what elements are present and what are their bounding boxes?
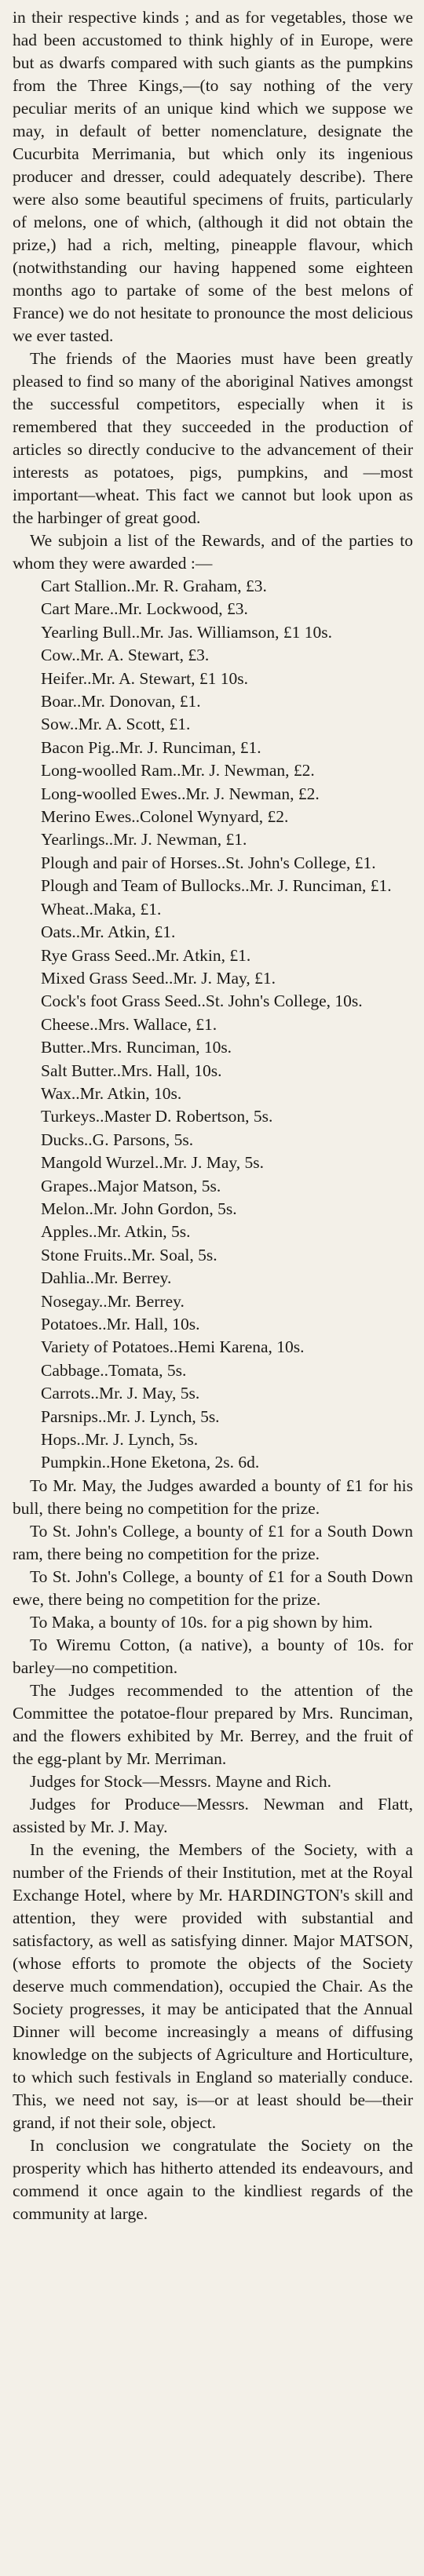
award-item: Cheese..Mrs. Wallace, £1. [41, 1014, 217, 1034]
award-item: Nosegay..Mr. Berrey. [41, 1291, 185, 1311]
award-item: Wax..Mr. Atkin, 10s. [41, 1083, 182, 1103]
award-item: Pumpkin..Hone Eketona, 2s. 6d. [41, 1453, 260, 1472]
award-item: Melon..Mr. John Gordon, 5s. [41, 1199, 237, 1218]
award-item: Bacon Pig..Mr. J. Runciman, £1. [41, 737, 261, 757]
award-item: Long-woolled Ewes..Mr. J. Newman, £2. [41, 784, 320, 803]
judges-recommendation: The Judges recommended to the attention of the Committee the potatoe-flour prepared by Mrs. Runciman, and the flowers exhibited by Mr. Berrey, and the fruit of the egg-plant by Mr. Merriman. [13, 1680, 413, 1768]
award-item: Apples..Mr. Atkin, 5s. [41, 1222, 191, 1242]
judges-stock: Judges for Stock—Messrs. Mayne and Rich. [30, 1771, 331, 1791]
award-item: Hops..Mr. J. Lynch, 5s. [41, 1430, 199, 1450]
award-item: Merino Ewes..Colonel Wynyard, £2. [41, 807, 289, 827]
award-item: Mixed Grass Seed..Mr. J. May, £1. [41, 968, 276, 988]
award-item: Heifer..Mr. A. Stewart, £1 10s. [41, 668, 248, 688]
awards-list [13, 575, 413, 1475]
award-item: Cow..Mr. A. Stewart, £3. [41, 646, 210, 665]
award-item: Butter..Mrs. Runciman, 10s. [41, 1038, 232, 1057]
award-item: Stone Fruits..Mr. Soal, 5s. [41, 1245, 217, 1264]
dinner-paragraph: In the evening, the Members of the Society, with a number of the Friends of their Institution, met at the Royal Exchange Hotel, where by Mr. HARDINGTON's skill and attention, they were provided with substantial and satisfactory, as well as satisfying dinner. Major MATSON, (whose efforts to promote the objects of the Society deserve much commendation), occupied the Chair. As the Society progresses, it may be anticipated that the Annual Dinner will become increasingly a means of diffusing knowledge on the subjects of Agriculture and Horticulture, to which such festivals in England so materially conduce. This, we need not say, is—or at least should be—their grand, if not their sole, object. [13, 1839, 413, 2132]
award-item: Yearlings..Mr. J. Newman, £1. [41, 830, 247, 850]
bounty-paragraph: To Mr. May, the Judges awarded a bounty of £1 for his bull, there being no competition for the prize. [13, 1475, 413, 1518]
award-item: Potatoes..Mr. Hall, 10s. [41, 1315, 200, 1333]
award-item: Mangold Wurzel..Mr. J. May, 5s. [41, 1153, 264, 1173]
award-item: Salt Butter..Mrs. Hall, 10s. [41, 1061, 222, 1080]
award-item: Rye Grass Seed..Mr. Atkin, £1. [41, 945, 251, 965]
intro-paragraph: in their respective kinds ; and as for vegetables, those we had been accustomed to think highly of in Europe, were but as dwarfs compared with such giants as the pumpkins from the Three Kings,—(to say nothing of the very peculiar merits of an unique kind which we suppose we may, in default of better nomenclature, designate the Cucurbita Merrimania, but which only its ingenious producer and dresser, could adequately describe). There were also some beautiful specimens of fruits, particularly of melons, one of which, (although it did not obtain the prize,) had a rich, melting, pineapple flavour, which (notwithstanding our having happened some eighteen months ago to partake of some of the best melons of France) we do not hesitate to pronounce the most delicious we ever tasted. [13, 8, 413, 345]
award-item: Cart Stallion..Mr. R. Graham, £3. [41, 577, 267, 595]
bounty-paragraph: To Wiremu Cotton, (a native), a bounty of 10s. for barley—no competition. [13, 1635, 413, 1677]
award-item: Ducks..G. Parsons, 5s. [41, 1130, 194, 1149]
intro-paragraph: The friends of the Maories must have been greatly pleased to find so many of the aboriginal Natives amongst the successful competitors, especially when it is remembered that they succeeded in the production of articles so directly conducive to the advancement of their interests as potatoes, pigs, pumpkins, and —most important—wheat. This fact we cannot but look upon as the harbinger of great good. [13, 349, 413, 527]
award-item: Oats..Mr. Atkin, £1. [41, 922, 176, 942]
rewards-intro: We subjoin a list of the Rewards, and of the parties to whom they were awarded :— [13, 531, 413, 573]
award-item: Sow..Mr. A. Scott, £1. [41, 715, 191, 734]
judges-produce: Judges for Produce—Messrs. Newman and Flatt, assisted by Mr. J. May. [13, 1794, 413, 1836]
award-item: Cabbage..Tomata, 5s. [41, 1360, 187, 1380]
award-item: Turkeys..Master D. Robertson, 5s. [41, 1107, 273, 1126]
bounty-paragraph: To Maka, a bounty of 10s. for a pig shown by him. [30, 1612, 373, 1632]
award-item: Boar..Mr. Donovan, £1. [41, 692, 201, 711]
award-item: Wheat..Maka, £1. [41, 899, 162, 919]
award-item: Carrots..Mr. J. May, 5s. [41, 1384, 200, 1403]
award-item: Plough and pair of Horses..St. John's College, £1. [41, 853, 376, 872]
award-item: Dahlia..Mr. Berrey. [41, 1268, 172, 1288]
bounty-paragraph: To St. John's College, a bounty of £1 for a South Down ram, there being no competition for the prize. [13, 1521, 413, 1563]
award-item: Cock's foot Grass Seed..St. John's College, 10s. [41, 991, 363, 1011]
award-item: Variety of Potatoes..Hemi Karena, 10s. [41, 1337, 305, 1357]
award-item: Cart Mare..Mr. Lockwood, £3. [41, 599, 248, 619]
award-item: Parsnips..Mr. J. Lynch, 5s. [41, 1406, 220, 1426]
bounty-paragraph: To St. John's College, a bounty of £1 for a South Down ewe, there being no competition for the prize. [13, 1566, 413, 1609]
award-item: Yearling Bull..Mr. Jas. Williamson, £1 10s. [41, 622, 333, 642]
conclusion-paragraph: In conclusion we congratulate the Society on the prosperity which has hitherto attended its endeavours, and commend it once again to the kindliest regards of the community at large. [13, 2135, 413, 2223]
award-item: Long-woolled Ram..Mr. J. Newman, £2. [41, 761, 315, 780]
award-item: Grapes..Major Matson, 5s. [41, 1176, 221, 1195]
award-item: Plough and Team of Bullocks..Mr. J. Runciman, £1. [41, 876, 392, 896]
